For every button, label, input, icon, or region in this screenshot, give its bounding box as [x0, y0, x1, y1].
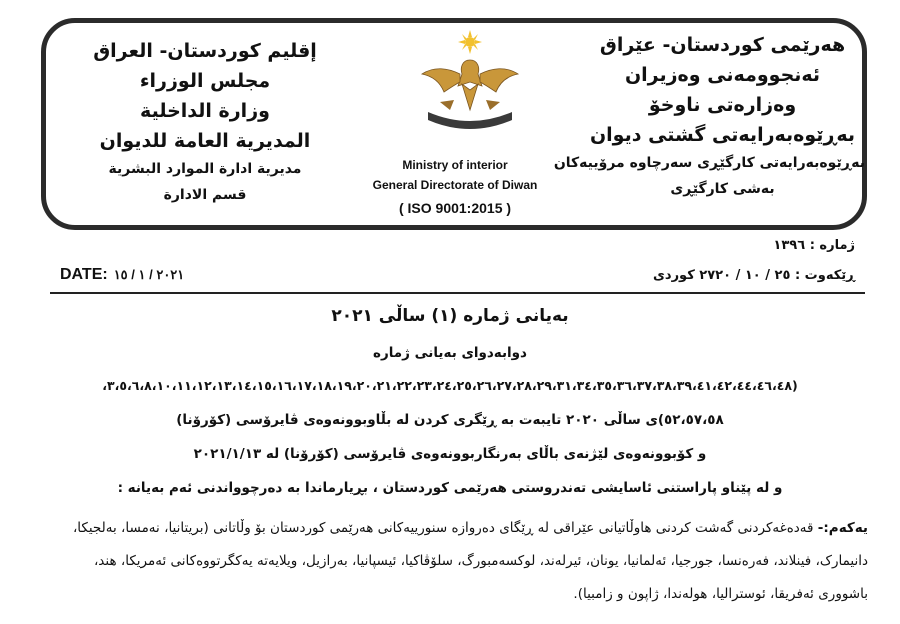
divider: [50, 292, 865, 294]
gregorian-date: [60, 266, 184, 284]
date-label: DATE:: [60, 266, 108, 283]
document-number: ژمارە : ١٣٩٦: [773, 238, 855, 253]
arabic-region: إقليم كوردستان- العراق: [93, 40, 317, 62]
arabic-council: مجلس الوزراء: [139, 70, 271, 92]
iso-certification: ( ISO 9001:2015 ): [398, 200, 512, 216]
statement-committee-line: و کۆبوونەوەی لێژنەی باڵای بەرنگاربوونەوەی ڤایرۆسی (کۆرۆنا) لە ٢٠٢١/١/١٣: [193, 446, 707, 462]
clause-text: قەدەغەکردنی گەشت کردنی هاوڵاتیانی عێراقی لە ڕێگای دەروازە سنورییەکانی هەرێمی کوردستان بۆ وڵاتانی (بریتانیا، نەمسا، بەلجیکا، دانیمارک، فینلاند، فەرەنسا، جورجیا، ئەلمانیا، یونان، ئیرلەند، لوکسەمبورگ، سلۆڤاکیا، ئیسپانیا، بەرازیل، ویلایەتە یەکگرتووەکانی ئەمریکا، هند، باشووری ئەفریقا، ئوسترالیا، هولەندا، ژاپون و زامبیا).: [72, 520, 868, 602]
directorate-name: General Directorate of Diwan: [372, 178, 538, 192]
statement-reference-line: ٥٢،٥٧،٥٨)ی ساڵی ٢٠٢٠ تایبەت بە ڕێگری کردن لە بڵاوبوونەوەی ڤایرۆسی (کۆرۆنا): [176, 412, 724, 428]
arabic-header: [70, 36, 340, 208]
date-value: ٢٠٢١ / ١ / ١٥: [113, 267, 185, 282]
kurdish-date: ڕێکەوت : ٢٥ / ١٠ / ٢٧٢٠ کوردی: [652, 268, 855, 283]
first-clause: [40, 512, 868, 611]
arabic-hr-directorate: مديرية ادارة الموارد البشرية: [108, 161, 302, 177]
kurdish-directorate: بەڕێوەبەرایەتی گشتی دیوان: [589, 124, 856, 146]
statement-intro-line: دوابەدوای بەیانی ژمارە: [373, 345, 527, 361]
kurdish-ministry: وەزارەتی ناوخۆ: [648, 94, 797, 116]
arabic-directorate: المديرية العامة للديوان: [99, 130, 311, 152]
statement-title: بەیانی ژمارە (١) ساڵی ٢٠٢١: [331, 306, 569, 326]
statement-numbers-line: (٣،٥،٦،٨،١٠،١١،١٢،١٣،١٤،١٥،١٦،١٧،١٨،١٩،٢٠،٢١،٢٢،٢٣،٢٤،٢٥،٢٦،٢٧،٢٨،٢٩،٣١،٣٤،٣٥،٣٦،٣٧،٣٨،٣٩،٤١،٤٢،٤٤،٤٦،٤٨،: [102, 378, 798, 393]
ministry-name: Ministry of interior: [402, 158, 508, 172]
kurdish-region: هەرێمی کوردستان- عێراق: [599, 34, 846, 56]
kurdistan-emblem-icon: [410, 30, 530, 140]
kurdish-header: [553, 30, 865, 202]
kurdish-council: ئەنجوومەنی وەزیران: [624, 64, 821, 86]
arabic-ministry: وزارة الداخلية: [140, 100, 270, 122]
arabic-department: قسم الادارة: [163, 187, 247, 203]
kurdish-department: بەشی کارگێڕی: [670, 181, 775, 197]
english-header: [355, 155, 555, 195]
kurdish-hr-directorate: بەڕێوەبەرایەتی کارگێڕی سەرچاوە مرۆییەکان: [553, 155, 865, 171]
statement-decision-line: و لە پێناو پاراستنی ئاسایشی تەندروستی هەرێمی کوردستان ، بڕیارماندا بە دەرچوواندنی ئەم بەیانە :: [117, 480, 783, 496]
clause-label: یەکەم:-: [817, 520, 868, 536]
